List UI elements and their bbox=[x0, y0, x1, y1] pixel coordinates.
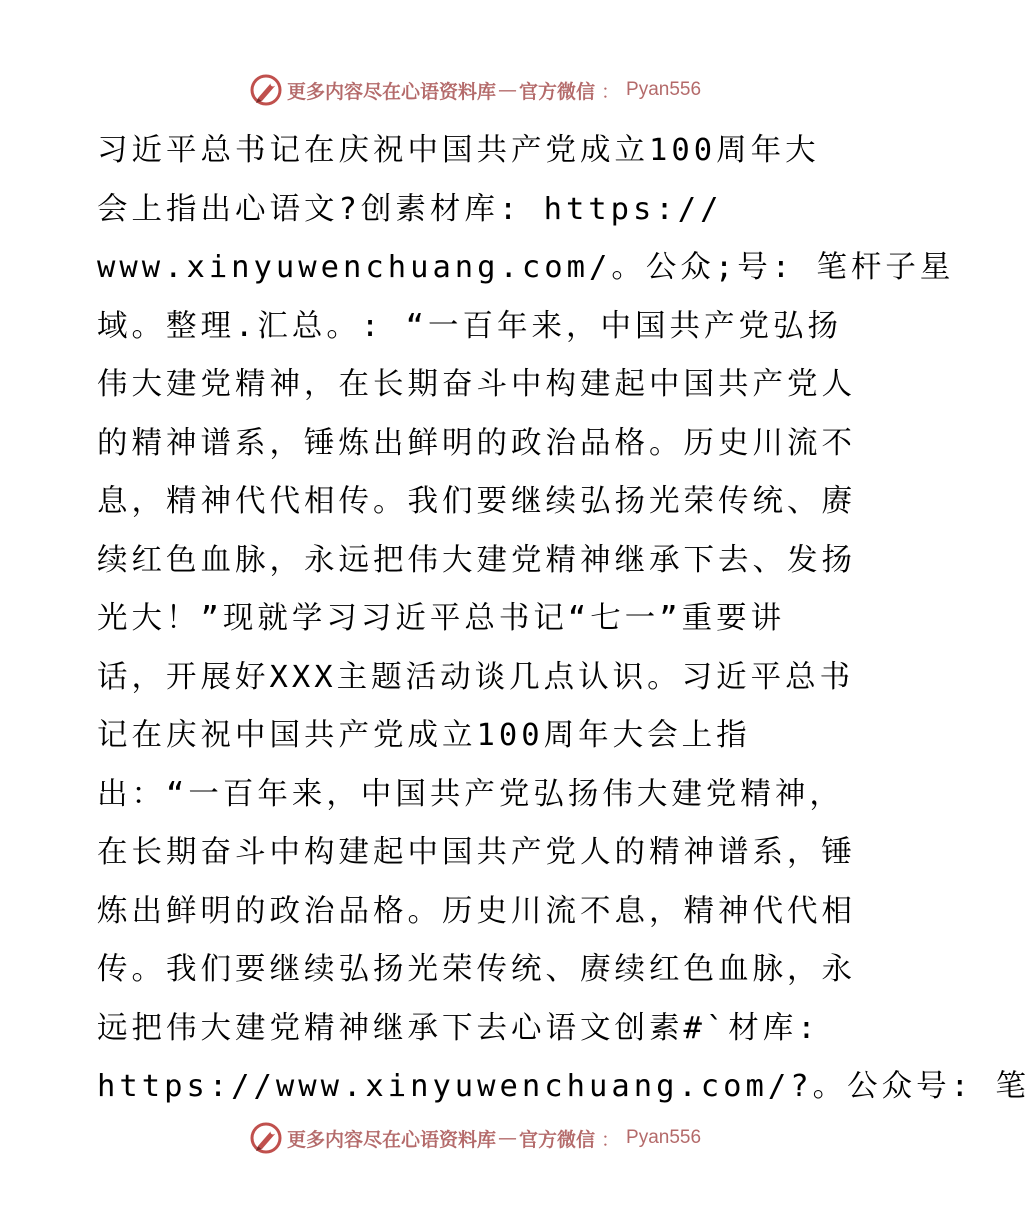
text-line: 续红色血脉，永远把伟大建党精神继承下去、发扬 bbox=[97, 542, 856, 578]
watermark-title: 更多内容尽在心语资料库 bbox=[286, 80, 496, 103]
watermark-id: Pyan556 bbox=[626, 79, 702, 100]
watermark-title: 更多内容尽在心语资料库 bbox=[286, 1128, 496, 1151]
watermark-label: 官方微信 bbox=[518, 1128, 595, 1151]
footer-watermark bbox=[0, 1118, 950, 1158]
text-line: 在长期奋斗中构建起中国共产党人的精神谱系，锤 bbox=[97, 835, 856, 870]
text-line: 的精神谱系，锤炼出鲜明的政治品格。历史川流不 bbox=[97, 425, 856, 461]
text-line: 伟大建党精神，在长期奋斗中构建起中国共产党人 bbox=[97, 367, 856, 402]
document-body bbox=[97, 122, 1030, 1117]
text-line: 话，开展好XXX主题活动谈几点认识。习近平总书 bbox=[97, 659, 855, 695]
text-line: 传。我们要继续弘扬光荣传统、赓续红色血脉，永 bbox=[97, 952, 856, 987]
pen-logo-icon bbox=[249, 73, 283, 107]
text-line: 记在庆祝中国共产党成立100周年大会上指 bbox=[97, 718, 751, 753]
watermark-dash: — bbox=[497, 1127, 517, 1149]
watermark-separator: ： bbox=[601, 1128, 621, 1151]
text-line: 息，精神代代相传。我们要继续弘扬光荣传统、赓 bbox=[97, 484, 856, 519]
pen-logo-icon bbox=[249, 1121, 283, 1155]
text-line: 炼出鲜明的政治品格。历史川流不息，精神代代相 bbox=[97, 893, 856, 929]
text-line: www.xinyuwenchuang.com/。公众;号: 笔杆子星 bbox=[97, 250, 955, 285]
watermark-dash: — bbox=[497, 79, 517, 101]
text-line: 会上指出心语文?创素材库: https:// bbox=[97, 191, 723, 227]
watermark-label: 官方微信 bbox=[518, 80, 595, 103]
text-line: 远把伟大建党精神继承下去心语文创素#`材库: bbox=[97, 1010, 820, 1046]
text-line: 域。整理.汇总。: “一百年来，中国共产党弘扬 bbox=[97, 308, 842, 344]
text-line: 习近平总书记在庆祝中国共产党成立100周年大 bbox=[97, 133, 820, 168]
watermark-separator: ： bbox=[601, 80, 621, 103]
text-line: 出：“一百年来，中国共产党弘扬伟大建党精神， bbox=[97, 776, 844, 812]
text-line: https://www.xinyuwenchuang.com/?。公众号: 笔 bbox=[97, 1069, 1030, 1104]
text-line: 光大！”现就学习习近平总书记“七一”重要讲 bbox=[97, 601, 786, 636]
header-watermark bbox=[0, 70, 950, 110]
watermark-id: Pyan556 bbox=[626, 1127, 702, 1148]
